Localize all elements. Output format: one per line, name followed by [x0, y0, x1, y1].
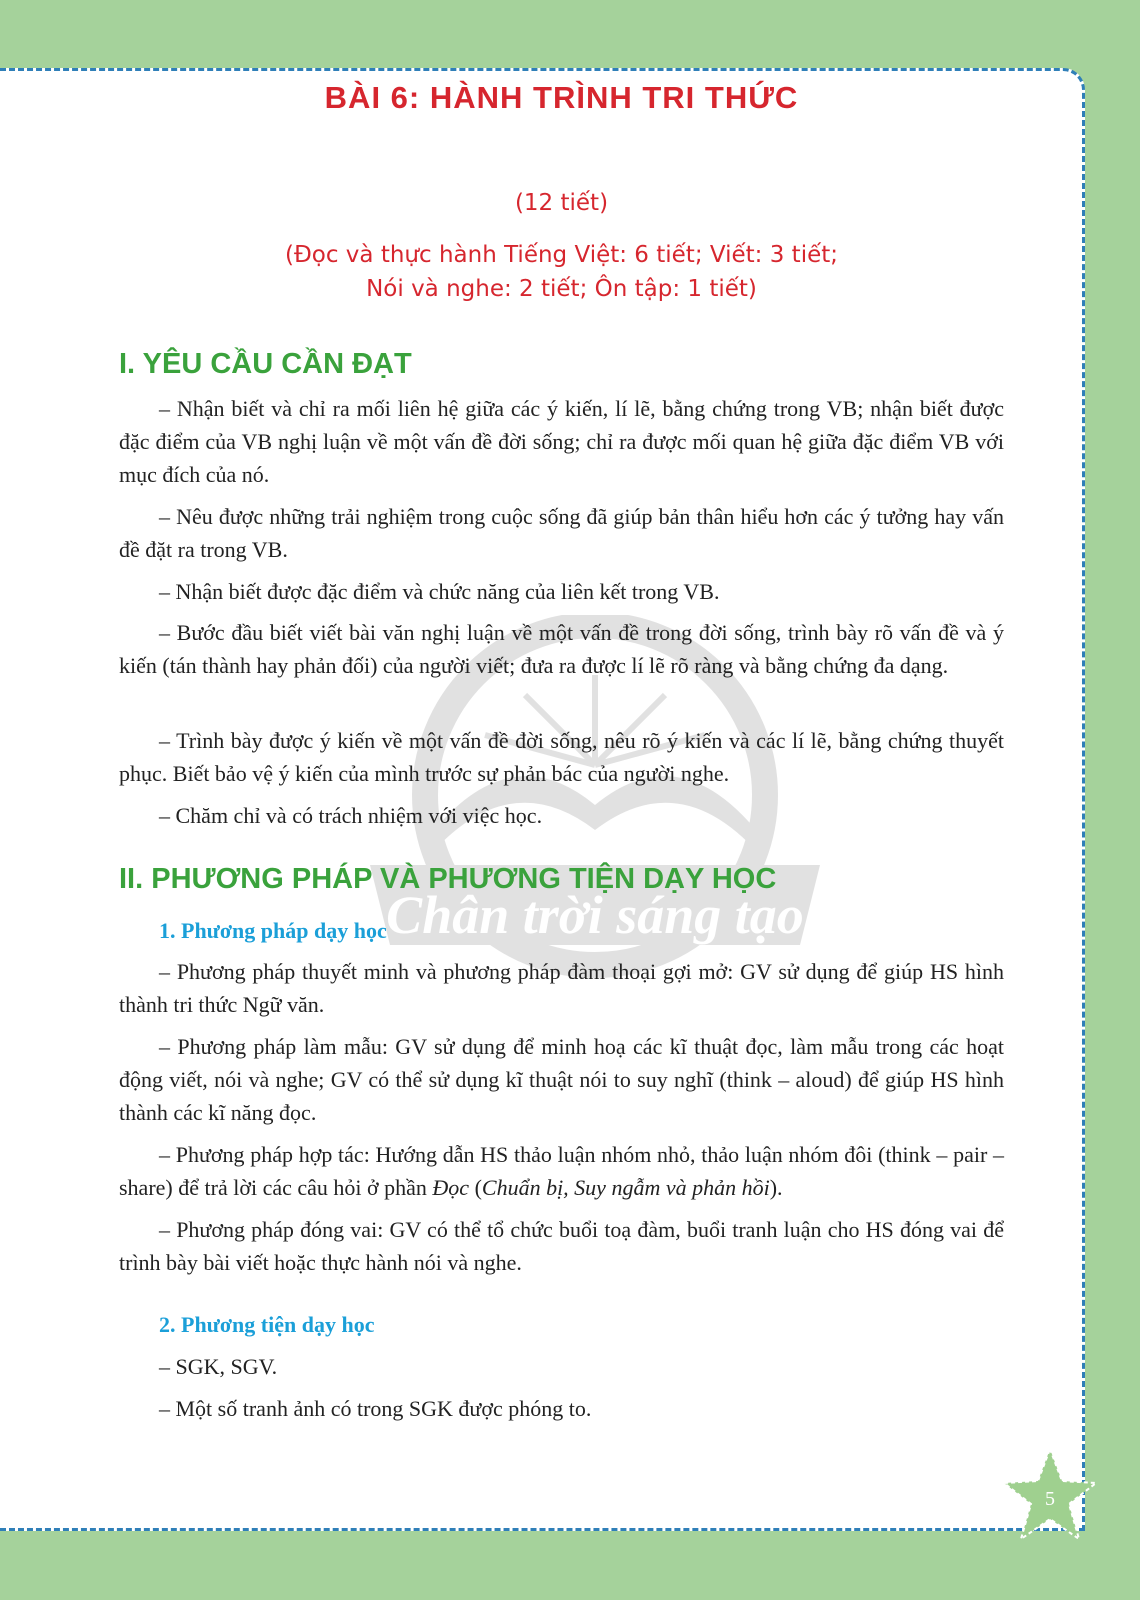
method-paren-close: ). — [769, 1175, 783, 1200]
tool-item: – Một số tranh ảnh có trong SGK được phóng to. — [159, 1396, 592, 1421]
tool-item: – SGK, SGV. — [159, 1354, 278, 1379]
requirement-item: – Bước đầu biết viết bài văn nghị luận về một vấn đề trong đời sống, trình bày rõ vấn đề và ý kiến (tán thành hay phản đối) của người viết; đưa ra được lí lẽ rõ ràng và bằng chứng đa dạng. — [119, 620, 1004, 678]
method-item: – Phương pháp đóng vai: GV có thể tổ chức buổi toạ đàm, buổi tranh luận cho HS đóng vai để trình bày bài viết hoặc thực hành nói và nghe. — [119, 1217, 1004, 1275]
subheading-teaching-methods: 1. Phương pháp dạy học — [159, 918, 387, 943]
svg-text:Chân trời sáng tạo: Chân trời sáng tạo — [386, 885, 804, 945]
method-reading-label: Đọc — [432, 1175, 470, 1200]
requirement-item: – Nêu được những trải nghiệm trong cuộc sống đã giúp bản thân hiểu hơn các ý tưởng hay vấn đề đặt ra trong VB. — [119, 504, 1004, 562]
section-heading-requirements: I. YÊU CẦU CẦN ĐẠT — [119, 348, 412, 380]
page-number: 5 — [1045, 1488, 1055, 1510]
method-reading-parts: Chuẩn bị, Suy ngẫm và phản hồi — [481, 1175, 770, 1200]
requirement-item: – Nhận biết được đặc điểm và chức năng của liên kết trong VB. — [159, 579, 720, 604]
method-text: – Phương pháp hợp tác: Hướng dẫn HS thảo luận nhóm nhỏ, thảo luận nhóm đôi (think – pair – share) để trả lời các câu hỏi ở phần — [119, 1142, 1004, 1200]
period-breakdown-line-2: Nói và nghe: 2 tiết; Ôn tập: 1 tiết) — [366, 276, 757, 302]
period-breakdown-line-1: (Đọc và thực hành Tiếng Việt: 6 tiết; Viết: 3 tiết; — [284, 242, 839, 268]
lesson-periods: (12 tiết) — [514, 190, 609, 216]
lesson-title: BÀI 6: HÀNH TRÌNH TRI THỨC — [324, 80, 799, 115]
requirement-item: – Trình bày được ý kiến về một vấn đề đời sống, nêu rõ ý kiến và các lí lẽ, bằng chứng thuyết phục. Biết bảo vệ ý kiến của mình trước sự phản bác của người nghe. — [119, 728, 1004, 786]
method-item — [119, 1138, 1004, 1204]
section-heading-methods: II. PHƯƠNG PHÁP VÀ PHƯƠNG TIỆN DẠY HỌC — [119, 863, 777, 895]
method-paren-open: ( — [469, 1175, 482, 1200]
requirement-item: – Chăm chỉ và có trách nhiệm với việc học. — [159, 803, 543, 828]
method-item: – Phương pháp làm mẫu: GV sử dụng để minh hoạ các kĩ thuật đọc, làm mẫu trong các hoạt động viết, nói và nghe; GV có thể sử dụng kĩ thuật nói to suy nghĩ (think – aloud) để giúp HS hình thành các kĩ năng đọc. — [119, 1034, 1004, 1125]
subheading-teaching-tools: 2. Phương tiện dạy học — [159, 1312, 375, 1337]
method-item: – Phương pháp thuyết minh và phương pháp đàm thoại gợi mở: GV sử dụng để giúp HS hình thành tri thức Ngữ văn. — [119, 959, 1004, 1017]
requirement-item: – Nhận biết và chỉ ra mối liên hệ giữa các ý kiến, lí lẽ, bằng chứng trong VB; nhận biết được đặc điểm của VB nghị luận về một vấn đề đời sống; chỉ ra được mối quan hệ giữa đặc điểm VB với mục đích của nó. — [119, 396, 1004, 487]
